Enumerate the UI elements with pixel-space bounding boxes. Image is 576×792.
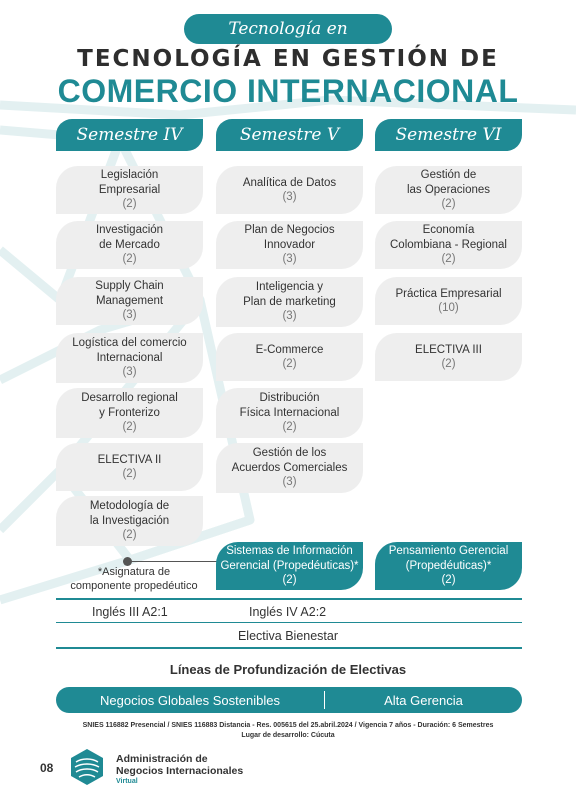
propedeutic-note: *Asignatura de componente propedéutico [70, 566, 198, 592]
course-name: Inteligencia y Plan de marketing [243, 281, 336, 308]
course-card [56, 496, 203, 546]
program-logo-icon [68, 748, 106, 786]
title-line-2: COMERCIO INTERNACIONAL [57, 73, 519, 109]
divider-line [56, 598, 522, 600]
course-name: Distribución Física Internacional [239, 392, 340, 419]
course-card [56, 221, 203, 269]
course-credits: (2) [282, 358, 297, 370]
ingles-iii: Inglés III A2:1 [92, 605, 168, 619]
course-name: Desarrollo regional y Fronterizo [81, 392, 178, 419]
course-credits: (10) [438, 302, 459, 314]
course-credits: (3) [282, 253, 297, 266]
snies-line-1: SNIES 116882 Presencial / SNIES 116883 Distancia - Res. 005615 del 25.abril.2024 / Vigencia 7 años - Duración: 6 Semestres [82, 722, 494, 729]
course-name: Práctica Empresarial [395, 287, 502, 300]
course-name: E-Commerce [255, 343, 324, 356]
semester-iv-header: Semestre IV [56, 119, 203, 151]
snies-info [0, 721, 576, 741]
course-name: Pensamiento Gerencial (Propedéuticas)* [388, 545, 509, 572]
linea-item: Negocios Globales Sostenibles [100, 692, 280, 708]
page-number: 08 [40, 761, 54, 775]
course-credits: (2) [441, 358, 456, 370]
course-name: Gestión de los Acuerdos Comerciales [231, 447, 348, 474]
course-name: ELECTIVA III [415, 343, 482, 356]
ingles-iv: Inglés IV A2:2 [249, 605, 327, 619]
course-card [56, 443, 203, 491]
course-card [56, 166, 203, 214]
course-card [216, 221, 363, 269]
electiva-bienestar: Electiva Bienestar [237, 629, 339, 643]
course-name: Logística del comercio Internacional [72, 337, 187, 364]
course-credits: (3) [122, 309, 137, 322]
course-credits: (2) [282, 574, 297, 587]
course-card [375, 333, 522, 381]
course-credits: (2) [441, 253, 456, 266]
course-credits: (3) [282, 310, 297, 323]
course-card-propedeutic [216, 542, 363, 590]
course-card [216, 166, 363, 214]
course-card [216, 443, 363, 493]
course-credits: (3) [282, 476, 297, 489]
linea-item: Alta Gerencia [384, 692, 463, 708]
course-card [56, 333, 203, 383]
course-credits: (2) [282, 421, 297, 434]
divider-line [56, 647, 522, 649]
course-card [216, 388, 363, 438]
course-credits: (2) [441, 574, 456, 587]
course-name: Legislación Empresarial [98, 169, 161, 196]
program-mode: Virtual [116, 778, 138, 785]
semester-v-header: Semestre V [216, 119, 363, 151]
course-card [375, 221, 522, 269]
course-card [56, 388, 203, 438]
course-credits: (2) [122, 529, 137, 542]
course-credits: (3) [122, 366, 137, 379]
title-line-1: TECNOLOGÍA EN GESTIÓN DE [77, 46, 499, 72]
course-credits: (2) [122, 421, 137, 434]
course-name: Plan de Negocios Innovador [244, 224, 335, 251]
course-name: Investigación de Mercado [95, 224, 164, 251]
course-credits: (2) [122, 253, 137, 266]
level-pill: Tecnología en [184, 14, 392, 44]
course-name: Analítica de Datos [242, 176, 337, 189]
semester-vi-header: Semestre VI [375, 119, 522, 151]
course-card [216, 333, 363, 381]
course-name: Metodología de la Investigación [89, 500, 170, 527]
lineas-title: Líneas de Profundización de Electivas [169, 662, 407, 677]
course-name: Sistemas de Información Gerencial (Propedéuticas)* [220, 545, 359, 572]
course-card-propedeutic [375, 542, 522, 590]
snies-line-2: Lugar de desarrollo: Cúcuta [241, 732, 335, 739]
course-credits: (3) [282, 191, 297, 203]
course-credits: (2) [441, 198, 456, 211]
course-credits: (2) [122, 468, 137, 480]
course-credits: (2) [122, 198, 137, 211]
course-card [56, 277, 203, 325]
program-name: Administración de Negocios Internacionales [116, 753, 244, 777]
course-name: ELECTIVA II [97, 453, 162, 466]
course-card [375, 277, 522, 325]
note-connector-line [127, 561, 217, 562]
course-card [216, 277, 363, 327]
course-name: Supply Chain Management [95, 280, 164, 307]
course-name: Economía Colombiana - Regional [390, 224, 507, 251]
divider-line [56, 622, 522, 623]
lineas-bar [56, 687, 522, 713]
course-name: Gestión de las Operaciones [406, 169, 491, 196]
course-card [375, 166, 522, 214]
